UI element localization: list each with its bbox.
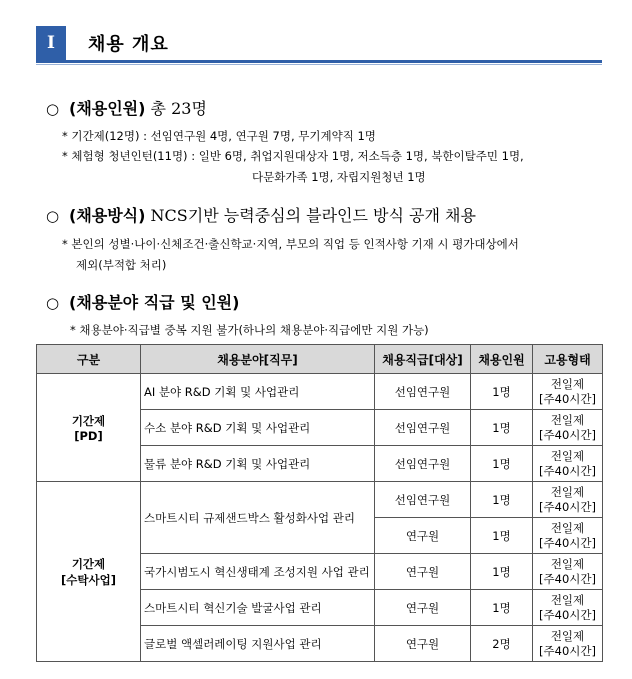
circle-bullet-icon: ○ (46, 207, 60, 225)
bullet-label: (채용인원) (69, 99, 146, 118)
count-cell: 1명 (471, 554, 533, 590)
rank-cell: 연구원 (375, 626, 471, 662)
employment-type: 전일제 (550, 448, 585, 463)
employment-type: 전일제 (550, 592, 585, 607)
field-cell: 물류 분야 R&D 기획 및 사업관리 (141, 446, 375, 482)
table-row (37, 482, 603, 518)
field-cell: 수소 분야 R&D 기획 및 사업관리 (141, 410, 375, 446)
employment-cell (533, 590, 603, 626)
bullet-headcount (46, 96, 207, 119)
note-intern-cont: 다문화가족 1명, 자립지원청년 1명 (252, 170, 426, 184)
table-row (37, 374, 603, 410)
header-cell: 채용분야[직무] (141, 345, 375, 374)
header-cell: 구분 (37, 345, 141, 374)
note-blind-cont: 제외(부적합 처리) (76, 258, 167, 272)
field-cell: 국가시범도시 혁신생태계 조성지원 사업 관리 (141, 554, 375, 590)
employment-hours: [주40시간] (539, 607, 596, 622)
employment-type: 전일제 (550, 628, 585, 643)
category-line: 기간제 (71, 556, 106, 571)
rank-cell: 연구원 (375, 554, 471, 590)
employment-type: 전일제 (550, 484, 585, 499)
recruitment-table (36, 344, 603, 662)
count-cell: 1명 (471, 374, 533, 410)
employment-hours: [주40시간] (539, 643, 596, 658)
category-line: [수탁사업] (61, 572, 116, 587)
bullet-method (46, 203, 476, 226)
count-cell: 1명 (471, 590, 533, 626)
note-blind: * 본인의 성별·나이·신체조건·출신학교·지역, 부모의 직업 등 인적사항 기재 시 평가대상에서 (62, 237, 519, 251)
employment-type: 전일제 (550, 412, 585, 427)
bullet-label: (채용방식) (69, 206, 146, 225)
employment-hours: [주40시간] (539, 427, 596, 442)
employment-type: 전일제 (550, 556, 585, 571)
category-cell (37, 482, 141, 662)
employment-hours: [주40시간] (539, 463, 596, 478)
rank-cell: 선임연구원 (375, 446, 471, 482)
header-cell: 고용형태 (533, 345, 603, 374)
note-duplicate: * 채용분야·직급별 중복 지원 불가(하나의 채용분야·직급에만 지원 가능) (70, 323, 429, 337)
bullet-fields (46, 290, 239, 313)
field-cell: 스마트시티 규제샌드박스 활성화사업 관리 (141, 482, 375, 554)
employment-hours: [주40시간] (539, 499, 596, 514)
field-cell: AI 분야 R&D 기획 및 사업관리 (141, 374, 375, 410)
rank-cell: 선임연구원 (375, 374, 471, 410)
rank-cell: 연구원 (375, 590, 471, 626)
section-divider-thin (36, 64, 602, 65)
category-line: [PD] (74, 428, 103, 443)
header-cell: 채용인원 (471, 345, 533, 374)
employment-cell (533, 374, 603, 410)
bullet-text: NCS기반 능력중심의 블라인드 방식 공개 채용 (150, 206, 476, 225)
count-cell: 1명 (471, 518, 533, 554)
rank-cell: 연구원 (375, 518, 471, 554)
table-header-row (37, 345, 603, 374)
employment-cell (533, 518, 603, 554)
employment-cell (533, 446, 603, 482)
category-cell (37, 374, 141, 482)
circle-bullet-icon: ○ (46, 294, 60, 312)
note-contract: * 기간제(12명) : 선임연구원 4명, 연구원 7명, 무기계약직 1명 (62, 129, 376, 143)
section-header (36, 26, 602, 62)
section-title: 채용 개요 (88, 34, 169, 55)
employment-hours: [주40시간] (539, 391, 596, 406)
employment-hours: [주40시간] (539, 571, 596, 586)
count-cell: 2명 (471, 626, 533, 662)
rank-cell: 선임연구원 (375, 482, 471, 518)
employment-type: 전일제 (550, 520, 585, 535)
rank-cell: 선임연구원 (375, 410, 471, 446)
employment-type: 전일제 (550, 376, 585, 391)
section-number: Ⅰ (36, 26, 66, 60)
circle-bullet-icon: ○ (46, 100, 60, 118)
employment-hours: [주40시간] (539, 535, 596, 550)
section-divider (36, 60, 602, 63)
employment-cell (533, 410, 603, 446)
employment-cell (533, 482, 603, 518)
category-line: 기간제 (71, 413, 106, 428)
note-intern: * 체험형 청년인턴(11명) : 일반 6명, 취업지원대상자 1명, 저소득층 1명, 북한이탈주민 1명, (62, 149, 524, 163)
count-cell: 1명 (471, 446, 533, 482)
field-cell: 글로벌 액셀러레이팅 지원사업 관리 (141, 626, 375, 662)
employment-cell (533, 554, 603, 590)
count-cell: 1명 (471, 410, 533, 446)
header-cell: 채용직급[대상] (375, 345, 471, 374)
field-cell: 스마트시티 혁신기술 발굴사업 관리 (141, 590, 375, 626)
bullet-text: 총 23명 (150, 99, 207, 118)
employment-cell (533, 626, 603, 662)
bullet-label: (채용분야 직급 및 인원) (69, 293, 240, 312)
count-cell: 1명 (471, 482, 533, 518)
